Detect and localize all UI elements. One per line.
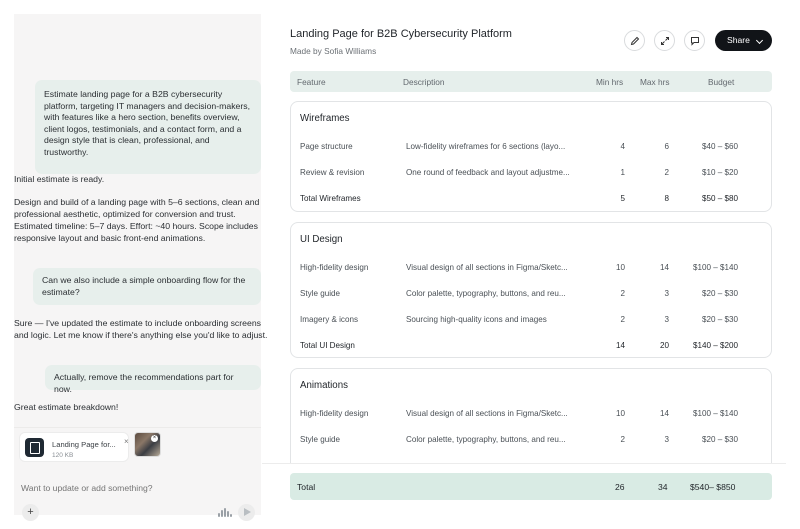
section-ui-design <box>290 222 772 358</box>
cell-budget: $50 – $80 <box>701 194 738 203</box>
section-title: Wireframes <box>300 113 350 124</box>
share-label: Share <box>727 35 750 45</box>
table-row <box>291 315 772 329</box>
assistant-message: Sure — I've updated the estimate to include onboarding screens and logic. Let me know if there's anything else you'd like to adjust. <box>14 318 268 340</box>
column-description: Description <box>403 77 445 87</box>
assistant-message: Initial estimate is ready. <box>14 174 105 184</box>
cell-feature: Total Wireframes <box>300 194 361 203</box>
image-attachment-thumbnail[interactable] <box>134 432 161 457</box>
author-label: Made by Sofia Williams <box>290 46 377 56</box>
table-row <box>291 289 772 303</box>
comment-icon <box>690 36 700 46</box>
cell-description: Visual design of all sections in Figma/Sketc... <box>406 409 568 418</box>
column-min-hrs: Min hrs <box>596 77 624 87</box>
cell-max: 6 <box>664 142 669 151</box>
comment-button[interactable] <box>684 30 705 51</box>
cell-description: Color palette, typography, buttons, and reu... <box>406 289 566 298</box>
cell-max: 8 <box>664 194 669 203</box>
section-title: UI Design <box>300 234 343 245</box>
cell-description: Visual design of all sections in Figma/Sketc... <box>406 263 568 272</box>
cell-budget: $100 – $140 <box>692 263 738 272</box>
cell-max: 20 <box>659 341 669 350</box>
total-max: 34 <box>658 482 668 492</box>
section-wireframes <box>290 101 772 212</box>
cell-feature: Page structure <box>300 142 353 151</box>
total-label: Total <box>297 482 316 492</box>
page-title: Landing Page for B2B Cybersecurity Platform <box>290 28 512 40</box>
cell-max: 14 <box>659 409 669 418</box>
cell-min: 4 <box>620 142 625 151</box>
cell-description: One round of feedback and layout adjustme... <box>406 168 570 177</box>
cell-max: 3 <box>664 315 669 324</box>
send-button[interactable] <box>238 504 255 521</box>
cell-feature: Review & revision <box>300 168 365 177</box>
cell-min: 10 <box>615 263 625 272</box>
remove-image-button[interactable]: × <box>152 435 157 441</box>
expand-icon <box>660 36 670 46</box>
cell-min: 10 <box>615 409 625 418</box>
cell-max: 14 <box>659 263 669 272</box>
estimate-table <box>290 101 772 463</box>
table-row <box>291 435 772 449</box>
section-animations <box>290 368 772 463</box>
column-max-hrs: Max hrs <box>640 77 670 87</box>
edit-button[interactable] <box>624 30 645 51</box>
cell-feature: Style guide <box>300 435 341 444</box>
total-row <box>291 341 772 355</box>
table-header <box>290 71 772 92</box>
attachment-name: Landing Page for... <box>52 440 116 449</box>
cell-min: 2 <box>620 289 625 298</box>
user-message: Can we also include a simple onboarding flow for the estimate? <box>33 268 261 305</box>
cell-feature: High-fidelity design <box>300 263 369 272</box>
cell-description: Sourcing high-quality icons and images <box>406 315 547 324</box>
message-input[interactable] <box>21 483 241 493</box>
cell-max: 2 <box>664 168 669 177</box>
attachment-size: 120 KB <box>52 452 74 459</box>
total-row <box>291 194 772 208</box>
attachment-card[interactable] <box>19 432 129 462</box>
assistant-message: Great estimate breakdown! <box>14 402 119 412</box>
cell-min: 2 <box>620 315 625 324</box>
column-budget: Budget <box>708 77 735 87</box>
user-message: Estimate landing page for a B2B cybersecurity platform, targeting IT managers and decision-makers, with features like a hero section, benefits overview, client logos, testimonials, and a contact form, and a design style that is clean, professional, and trustworthy. <box>35 80 261 174</box>
cell-feature: Total UI Design <box>300 341 355 350</box>
cell-min: 14 <box>615 341 625 350</box>
section-title: Animations <box>300 380 348 391</box>
table-row <box>291 168 772 182</box>
cell-budget: $40 – $60 <box>701 142 738 151</box>
remove-attachment-button[interactable]: × <box>124 437 129 446</box>
voice-input-icon[interactable] <box>217 506 231 520</box>
expand-button[interactable] <box>654 30 675 51</box>
cell-budget: $10 – $20 <box>701 168 738 177</box>
table-row <box>291 142 772 156</box>
chevron-down-icon <box>756 37 763 44</box>
assistant-message: Design and build of a landing page with 5–6 sections, clean and professional aesthetic, optimized for conversion and trust. Estimated timeline: 5–7 days. Effort: ~40 hours. Scope includes responsive layout and basic front-end animations. <box>14 197 260 243</box>
message-composer <box>14 427 261 518</box>
table-row <box>291 409 772 423</box>
add-attachment-button[interactable]: + <box>22 504 39 521</box>
table-row <box>291 263 772 277</box>
share-button[interactable] <box>715 30 772 51</box>
cell-budget: $20 – $30 <box>701 435 738 444</box>
cell-budget: $140 – $200 <box>692 341 738 350</box>
cell-min: 2 <box>620 435 625 444</box>
user-message: Actually, remove the recommendations part for now. <box>45 365 261 390</box>
cell-budget: $100 – $140 <box>692 409 738 418</box>
cell-description: Low-fidelity wireframes for 6 sections (layo... <box>406 142 566 151</box>
divider <box>262 463 786 464</box>
cell-max: 3 <box>664 435 669 444</box>
column-feature: Feature <box>297 77 326 87</box>
total-budget: $540– $850 <box>690 482 736 492</box>
cell-budget: $20 – $30 <box>701 315 738 324</box>
chat-panel <box>14 14 268 518</box>
grand-total-bar <box>290 473 772 500</box>
cell-feature: Style guide <box>300 289 341 298</box>
document-icon <box>25 438 44 457</box>
cell-max: 3 <box>664 289 669 298</box>
cell-min: 5 <box>620 194 625 203</box>
cell-description: Color palette, typography, buttons, and reu... <box>406 435 566 444</box>
cell-feature: High-fidelity design <box>300 409 369 418</box>
cell-min: 1 <box>620 168 625 177</box>
cell-feature: Imagery & icons <box>300 315 359 324</box>
pencil-icon <box>630 36 640 46</box>
cell-budget: $20 – $30 <box>701 289 738 298</box>
total-min: 26 <box>615 482 625 492</box>
